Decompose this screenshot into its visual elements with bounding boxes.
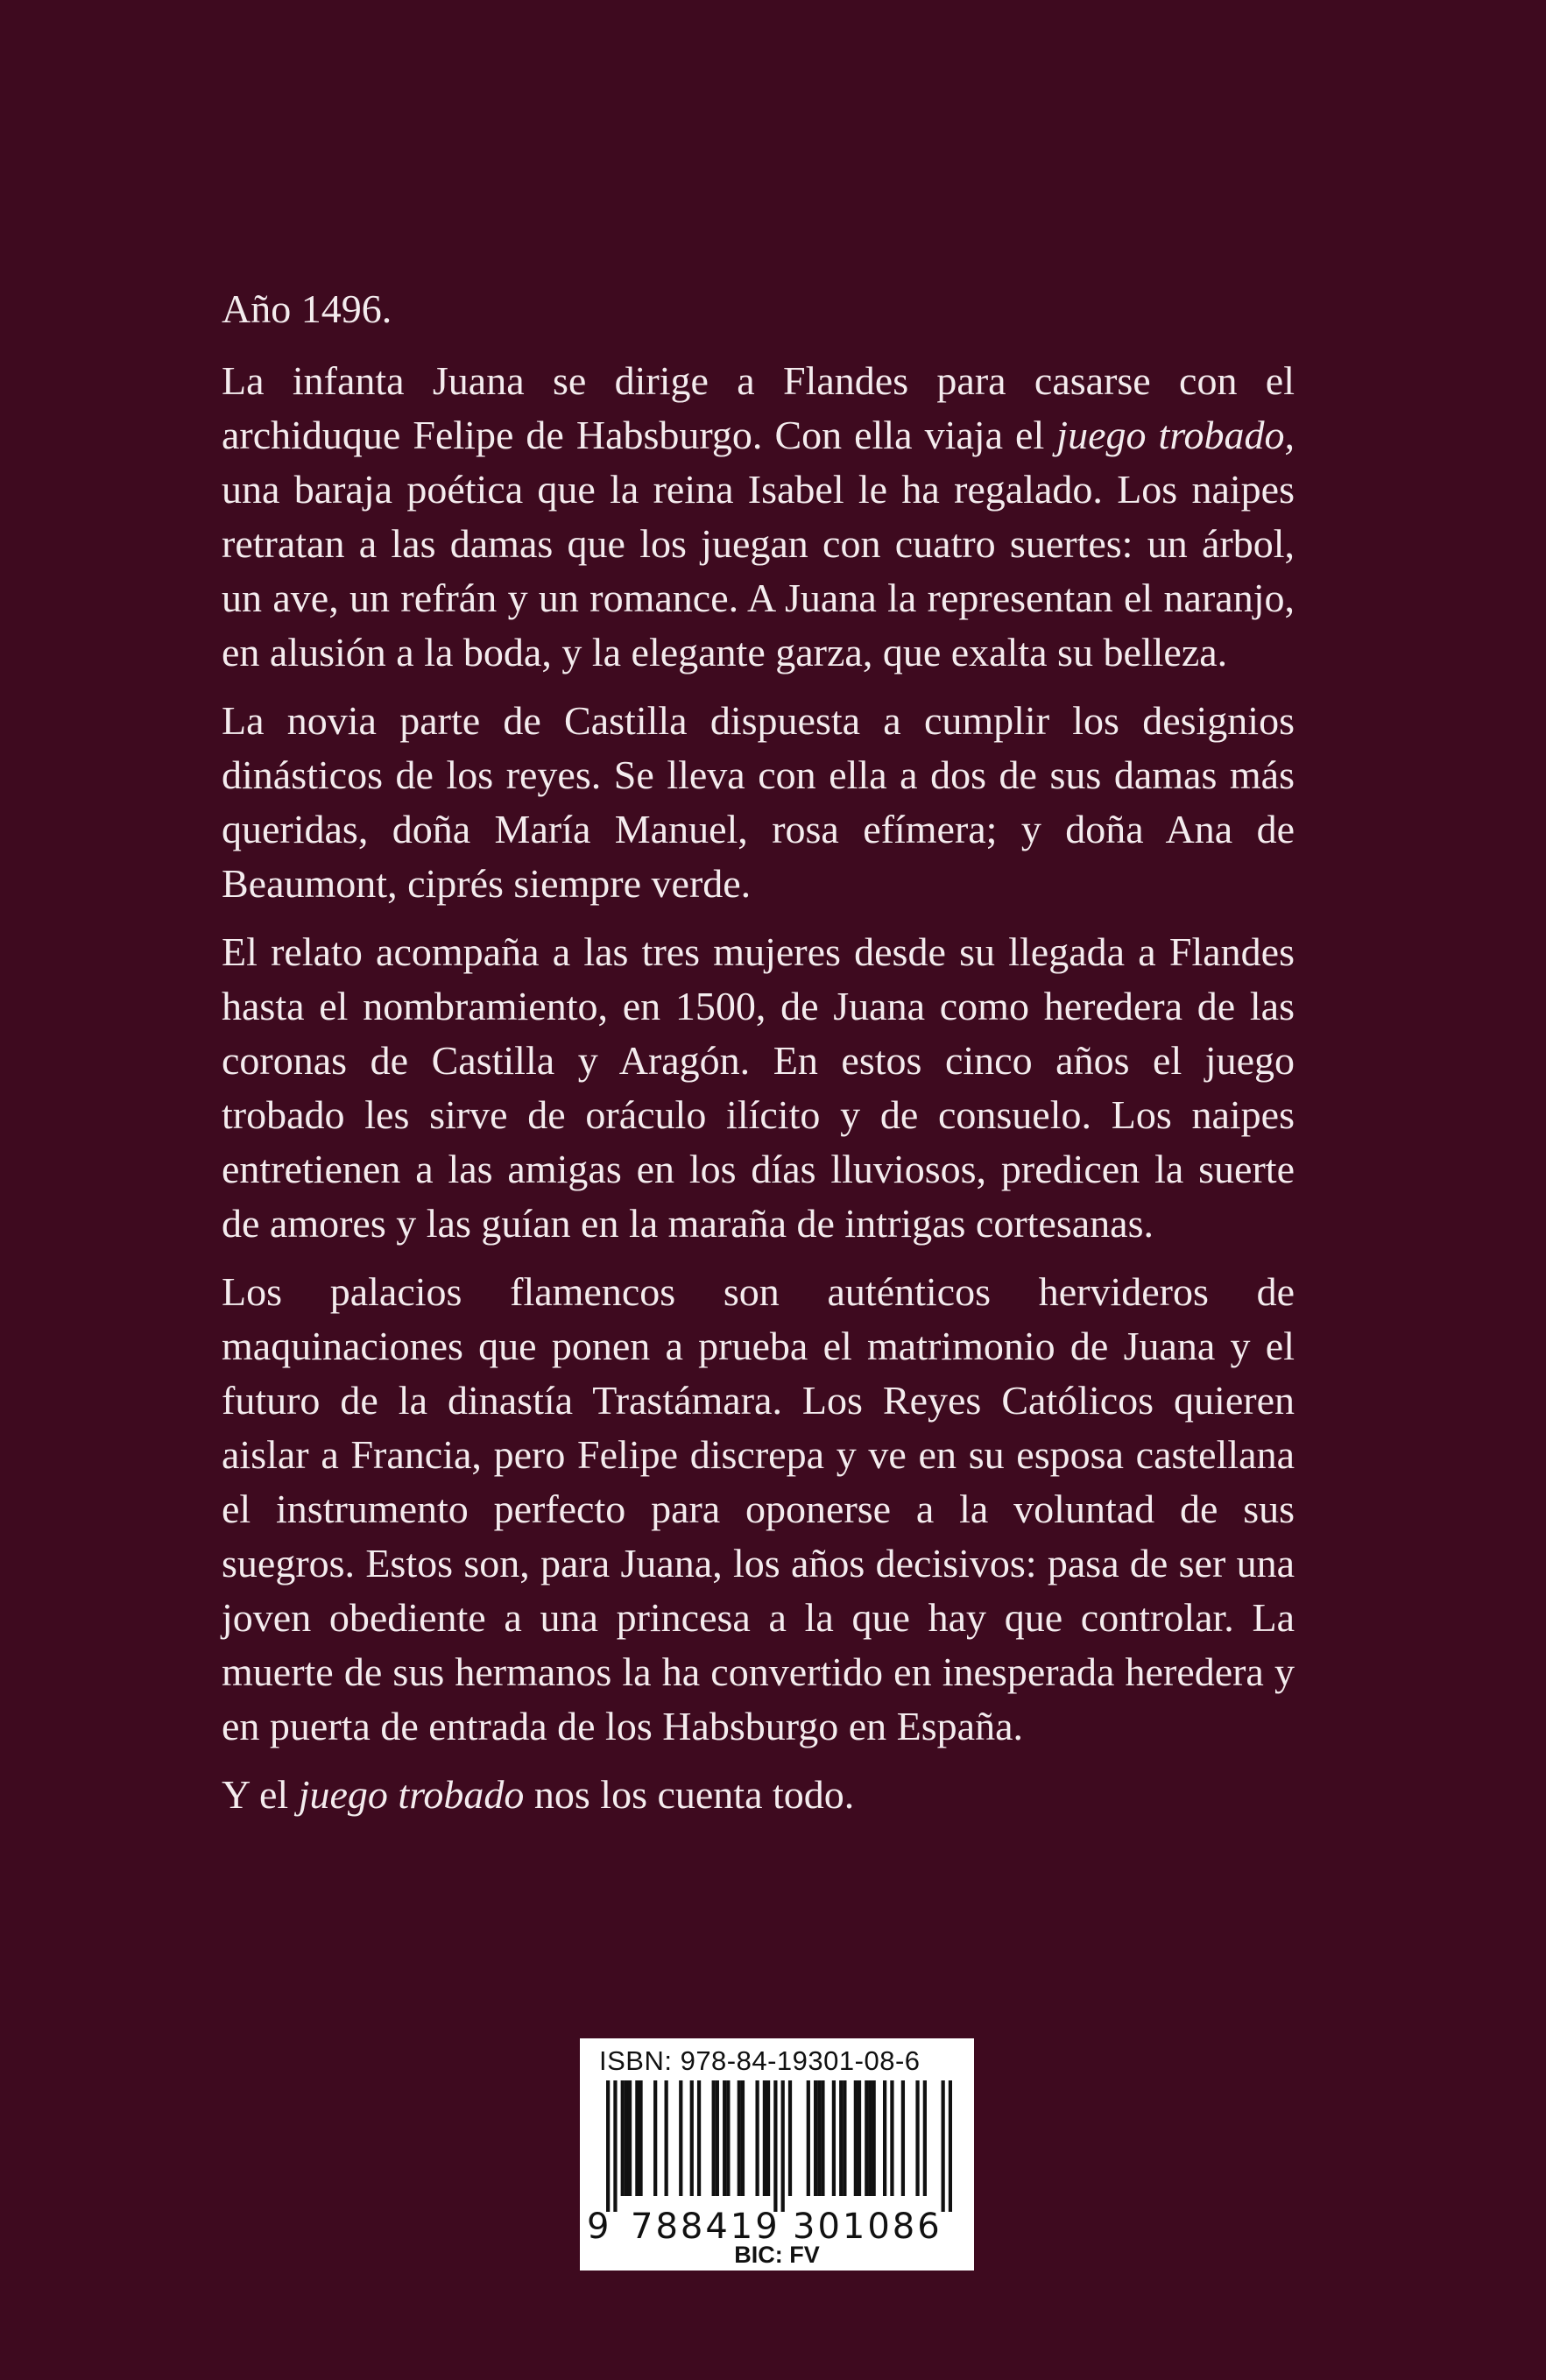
blurb-p1-text-a: La infanta Juana se dirige a Flandes para casarse con el archiduque Felipe de Habsburgo. Con ella viaja el [222, 358, 1295, 457]
barcode-bar [613, 2080, 617, 2212]
barcode-bar [839, 2080, 843, 2196]
blurb-paragraph-1 [222, 354, 1295, 680]
barcode-bar [788, 2080, 792, 2196]
barcode-bar [639, 2080, 642, 2196]
barcode-bar [690, 2080, 694, 2196]
barcode-bar [821, 2080, 824, 2196]
barcode-bar [625, 2080, 628, 2196]
barcode-bar [665, 2080, 668, 2196]
barcode-bar [890, 2080, 893, 2196]
barcode-bar [817, 2080, 821, 2196]
blurb-p1-text-b: una baraja poética que la reina Isabel le ha regalado. Los naipes retratan a las damas que los juegan con cuatro suertes: un árbol, un ave, un refrán y un romance. A Juana la representan el naranjo, en alusión a la boda, y la elegante garza, que exalta su belleza. [222, 467, 1295, 674]
barcode-digit-first: 9 [587, 2207, 610, 2247]
barcode-bar [872, 2080, 876, 2196]
barcode-bar [915, 2080, 919, 2196]
barcode-bar [868, 2080, 872, 2196]
barcode-bar [949, 2080, 952, 2212]
blurb-p1-italic-title: juego trobado, [1056, 413, 1295, 457]
barcode-bar [854, 2080, 858, 2196]
barcode-bar [781, 2080, 785, 2212]
barcode-bar [716, 2080, 719, 2196]
barcode-bar [723, 2080, 726, 2196]
barcode-bar [738, 2080, 741, 2196]
barcode-bar [606, 2080, 610, 2212]
blurb-paragraph-5 [222, 1768, 1295, 1822]
barcode-bar [766, 2080, 770, 2196]
isbn-barcode-box [580, 2038, 974, 2271]
barcode-bar [942, 2080, 945, 2212]
barcode-digits-right: 301086 [793, 2207, 942, 2247]
ean13-barcode-bars [606, 2080, 952, 2212]
barcode-bar [712, 2080, 716, 2196]
barcode-bar [621, 2080, 625, 2196]
barcode-bar [726, 2080, 730, 2196]
barcode-bar [741, 2080, 745, 2196]
blurb-p5-text-a: Y el [222, 1772, 299, 1817]
barcode-bar [843, 2080, 846, 2196]
blurb-p5-text-b: nos los cuenta todo. [524, 1772, 855, 1817]
barcode-bar [901, 2080, 905, 2196]
barcode-bar [865, 2080, 868, 2196]
barcode-bar [628, 2080, 632, 2196]
barcode-bar [832, 2080, 836, 2196]
bic-label: BIC: FV [734, 2242, 820, 2268]
blurb-year: Año 1496. [222, 286, 392, 331]
barcode-bar [773, 2080, 777, 2212]
barcode-bar [858, 2080, 861, 2196]
blurb-p5-italic-title: juego trobado [298, 1772, 525, 1817]
barcode-bar [755, 2080, 759, 2196]
blurb-paragraph-2: La novia parte de Castilla dispuesta a cumplir los designios dinásticos de los reyes. Se lleva con ella a dos de sus damas más queridas, doña María Manuel, rosa efímera; y doña Ana de Beaumont, ciprés siempre verde. [222, 698, 1295, 906]
back-cover-blurb [222, 282, 1295, 1836]
barcode-bar [763, 2080, 766, 2196]
blurb-paragraph-3: El relato acompaña a las tres mujeres desde su llegada a Flandes hasta el nombramiento, en 1500, de Juana como heredera de las coronas de Castilla y Aragón. En estos cinco años el juego trobado les sirve de oráculo ilícito y de consuelo. Los naipes entretienen a las amigas en los días lluviosos, predicen la suerte de amores y las guían en la maraña de intrigas cortesanas. [222, 929, 1295, 1246]
barcode-bar [807, 2080, 810, 2196]
blurb-paragraph-4: Los palacios flamencos son auténticos hervideros de maquinaciones que ponen a prueba el matrimonio de Juana y el futuro de la dinastía Trastámara. Los Reyes Católicos quieren aislar a Francia, pero Felipe discrepa y ve en su esposa castellana el instrumento perfecto para oponerse a la voluntad de sus suegros. Estos son, para Juana, los años decisivos: pasa de ser una joven obediente a una princesa a la que hay que controlar. La muerte de sus hermanos la ha convertido en inesperada heredera y en puerta de entrada de los Habsburgo en España. [222, 1269, 1295, 1748]
barcode-digits-left: 788419 [631, 2207, 780, 2247]
barcode-bar [883, 2080, 886, 2196]
barcode-bar [679, 2080, 682, 2196]
barcode-bar [697, 2080, 701, 2196]
barcode-bar [635, 2080, 639, 2196]
isbn-label: ISBN: 978-84-19301-08-6 [599, 2045, 921, 2076]
barcode-bar [653, 2080, 657, 2196]
barcode-bar [814, 2080, 817, 2196]
barcode-bar [923, 2080, 927, 2196]
